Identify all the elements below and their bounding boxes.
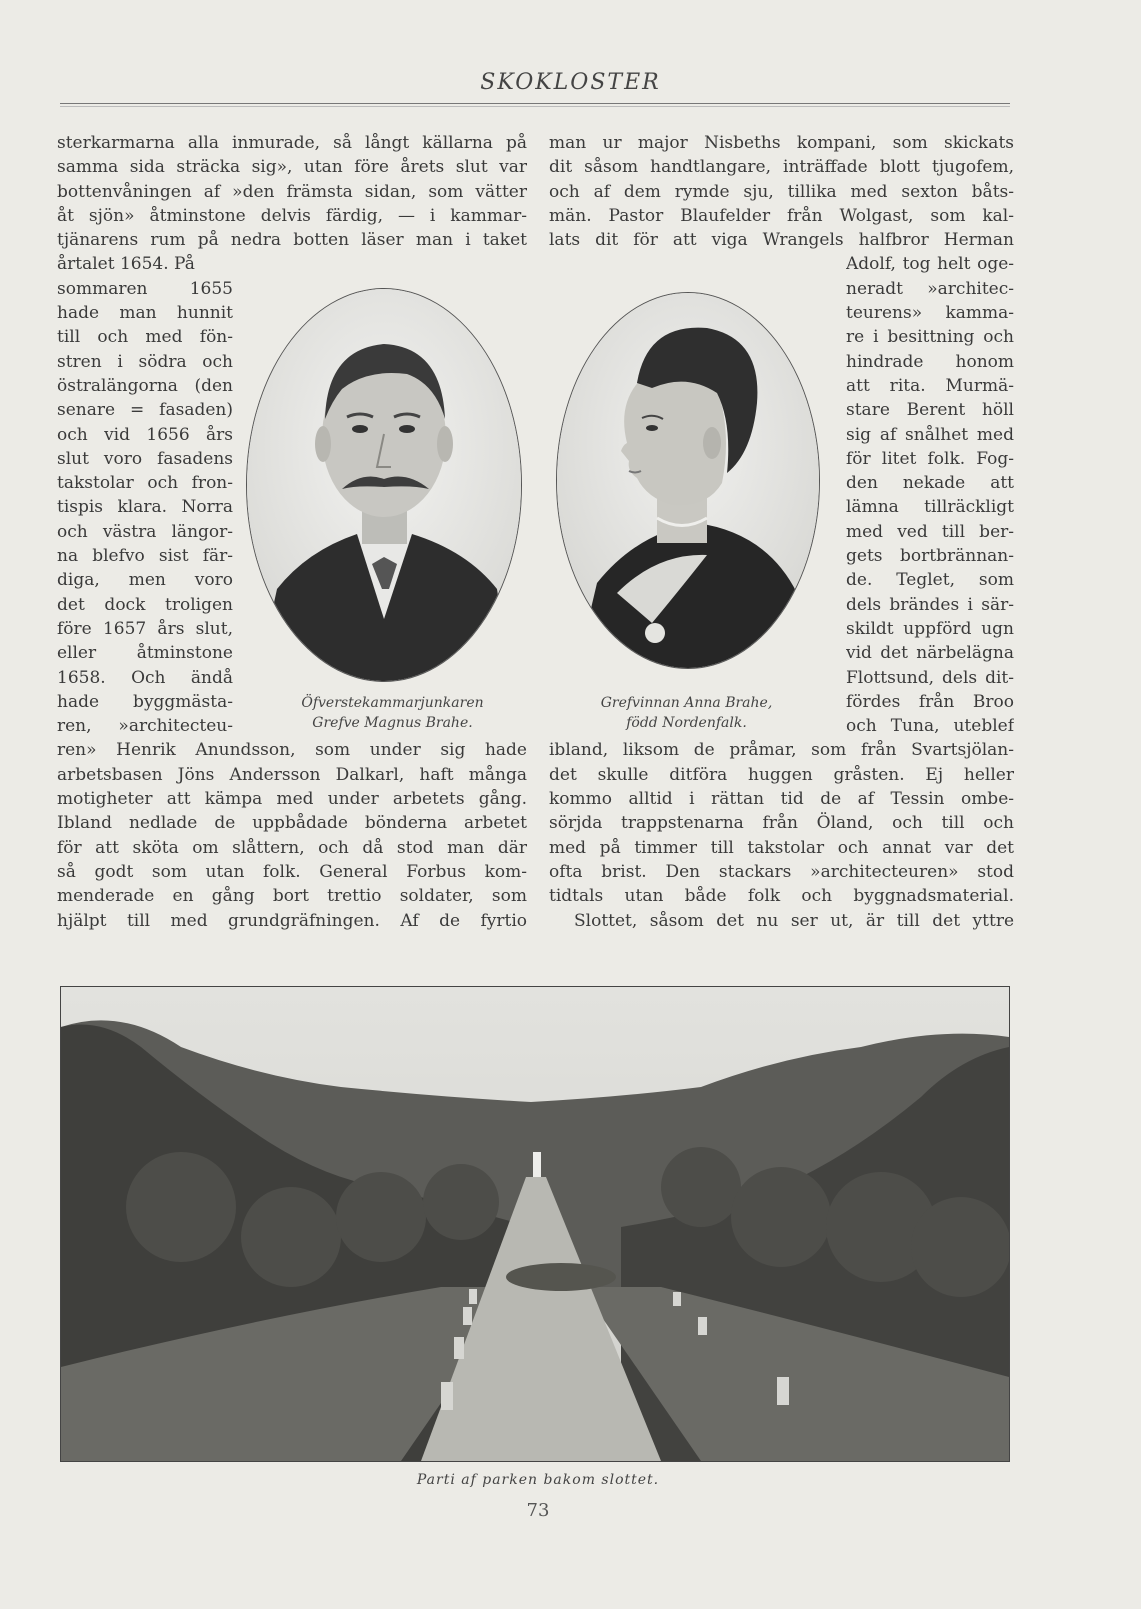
text-line: stren i södra och [57, 351, 233, 372]
text-line: det skulle ditföra huggen gråsten. Ej heller [549, 764, 1014, 785]
portrait-right-caption-line2: född Nordenfalk. [626, 715, 747, 731]
text-line: ibland, liksom de pråmar, som från Svartsjölan- [549, 740, 1014, 761]
portrait-left-caption [280, 693, 505, 733]
text-line: Slottet, såsom det nu ser ut, är till det yttre [574, 910, 1014, 931]
text-line: med på timmer till takstolar och annat var det [549, 837, 1014, 858]
text-line: före 1657 års slut, [57, 618, 233, 639]
text-line: motigheter att kämpa med under arbetets gång. [57, 789, 527, 810]
text-line: de. Teglet, som [846, 570, 1014, 591]
text-line: dit såsom handtlangare, inträffade blott tjugofem, [549, 157, 1014, 178]
text-line: för litet folk. Fog- [846, 448, 1014, 469]
text-line: samma sida sträcka sig», utan före årets slut var [57, 157, 527, 178]
text-line: att rita. Murmä- [846, 375, 1014, 396]
text-line: Adolf, tog helt oge- [846, 254, 1014, 275]
text-line: tjänarens rum på nedra botten läser man i taket [57, 230, 527, 251]
text-line: tidtals utan både folk och byggnadsmaterial. [549, 886, 1014, 907]
text-line: menderade en gång bort trettio soldater, som [57, 886, 527, 907]
text-line: östralängorna (den [57, 375, 233, 396]
portrait-left-caption-line2: Grefve Magnus Brahe. [312, 715, 473, 731]
text-line: vid det närbelägna [846, 643, 1014, 664]
text-line: senare = fasaden) [57, 400, 233, 421]
text-line: arbetsbasen Jöns Andersson Dalkarl, haft många [57, 764, 527, 785]
portrait-left-caption-line1: Öfverstekammarjunkaren [301, 695, 484, 711]
text-line: hindrade honom [846, 351, 1014, 372]
text-line: till och med fön- [57, 327, 233, 348]
text-line: dels brändes i sär- [846, 594, 1014, 615]
text-line: ofta brist. Den stackars »architecteuren» stod [549, 861, 1014, 882]
text-line: män. Pastor Blaufelder från Wolgast, som kal- [549, 205, 1014, 226]
text-line: fördes från Broo [846, 691, 1014, 712]
portrait-man-image [247, 289, 521, 681]
portrait-anna-brahe [556, 292, 820, 669]
text-line: stare Berent höll [846, 400, 1014, 421]
text-line: ren» Henrik Anundsson, som under sig hade [57, 740, 527, 761]
text-line: skildt uppförd ugn [846, 618, 1014, 639]
text-line: ren, »architecteu- [57, 716, 233, 737]
text-line: tispis klara. Norra [57, 497, 233, 518]
text-line: teurens» kamma- [846, 303, 1014, 324]
text-line: re i besittning och [846, 327, 1014, 348]
text-line: och Tuna, uteblef [846, 716, 1014, 737]
text-line: man ur major Nisbeths kompani, som skickats [549, 133, 1014, 153]
portrait-right-caption-line1: Grefvinnan Anna Brahe, [600, 695, 773, 711]
portrait-woman-image [557, 293, 819, 668]
text-line: det dock troligen [57, 594, 233, 615]
text-line: lämna tillräckligt [846, 497, 1014, 518]
text-line: årtalet 1654. På [57, 254, 195, 275]
text-line: eller åtminstone [57, 643, 233, 664]
text-line: 1658. Och ändå [57, 667, 233, 688]
text-line: kommo alltid i rättan tid de af Tessin ombe- [549, 789, 1014, 810]
text-line: na blefvo sist fär- [57, 546, 233, 567]
text-line: åt sjön» åtminstone delvis färdig, — i kammar- [57, 205, 527, 226]
text-line: Flottsund, dels dit- [846, 667, 1014, 688]
text-line: och västra längor- [57, 521, 233, 542]
text-line: sig af snålhet med [846, 424, 1014, 445]
text-line: lats dit för att viga Wrangels halfbror Herman [549, 230, 1014, 251]
portrait-magnus-brahe [246, 288, 522, 682]
text-line: diga, men voro [57, 570, 233, 591]
park-image [61, 987, 1009, 1461]
text-line: Ibland nedlade de uppbådade bönderna arbetet [57, 813, 527, 834]
header-rule [60, 103, 1010, 107]
park-photo-caption: Parti af parken bakom slottet. [416, 1472, 660, 1488]
text-line: den nekade att [846, 473, 1014, 494]
text-line: bottenvåningen af »den främsta sidan, som vätter [57, 181, 527, 202]
text-line: med ved till ber- [846, 521, 1014, 542]
text-line: takstolar och fron- [57, 473, 233, 494]
text-line: neradt »architec- [846, 278, 1014, 299]
text-line: gets bortbrännan- [846, 546, 1014, 567]
text-line: hade byggmästa- [57, 691, 233, 712]
portrait-right-caption [574, 693, 799, 733]
text-line: sommaren 1655 [57, 278, 233, 299]
text-line: hade man hunnit [57, 303, 233, 324]
text-line: sörjda trappstenarna från Öland, och till och [549, 813, 1014, 834]
running-header: SKOKLOSTER [480, 70, 661, 95]
park-photograph [60, 986, 1010, 1462]
text-line: för att sköta om slåttern, och då stod man där [57, 837, 527, 858]
text-line: sterkarmarna alla inmurade, så långt källarna på [57, 133, 527, 153]
page-number: 73 [526, 1500, 550, 1521]
text-line: hjälpt till med grundgräfningen. Af de fyrtio [57, 910, 527, 931]
text-line: slut voro fasadens [57, 448, 233, 469]
text-line: och vid 1656 års [57, 424, 233, 445]
text-line: och af dem rymde sju, tillika med sexton båts- [549, 181, 1014, 202]
text-line: så godt som utan folk. General Forbus kom- [57, 861, 527, 882]
